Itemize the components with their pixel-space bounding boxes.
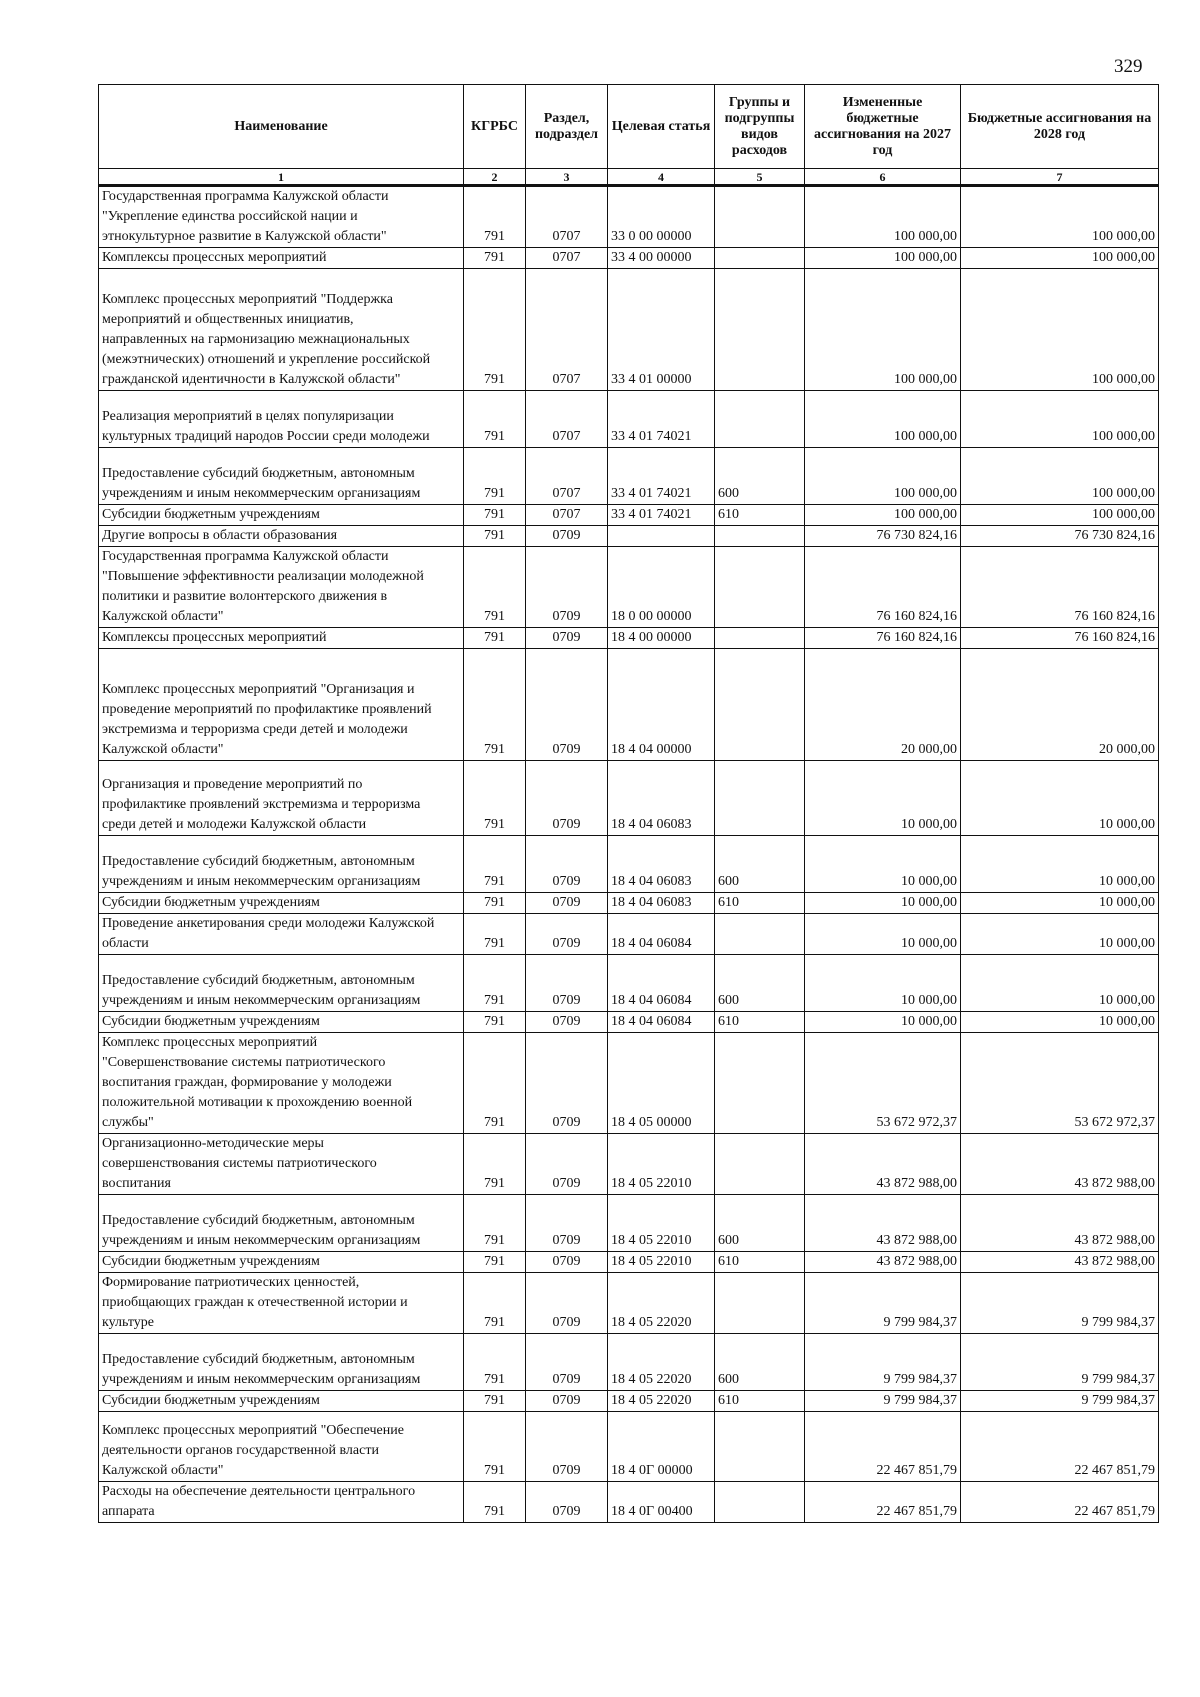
cell-kgrbs: 791 (464, 836, 526, 893)
cell-name: Комплекс процессных мероприятий "Обеспечение деятельности органов государственной власти Калужской области" (99, 1412, 464, 1482)
cell-amount-2027: 100 000,00 (805, 448, 961, 505)
cell-name: Предоставление субсидий бюджетным, автономным учреждениям и иным некоммерческим организациям (99, 955, 464, 1012)
cell-target: 18 4 04 06083 (608, 761, 715, 836)
column-number: 3 (526, 169, 608, 186)
cell-kgrbs: 791 (464, 186, 526, 248)
table-row (99, 893, 1159, 914)
cell-amount-2028: 43 872 988,00 (961, 1134, 1159, 1195)
cell-name: Комплекс процессных мероприятий "Поддержка мероприятий и общественных инициатив, направленных на гармонизацию межнациональных (межэтнических) отношений и укрепление российской гражданской идентичности в Калужской области" (99, 269, 464, 391)
cell-name: Предоставление субсидий бюджетным, автономным учреждениям и иным некоммерческим организациям (99, 836, 464, 893)
cell-amount-2027: 10 000,00 (805, 761, 961, 836)
cell-amount-2028: 76 160 824,16 (961, 628, 1159, 649)
cell-section: 0709 (526, 628, 608, 649)
cell-name: Предоставление субсидий бюджетным, автономным учреждениям и иным некоммерческим организациям (99, 448, 464, 505)
cell-group (715, 1134, 805, 1195)
table-row (99, 526, 1159, 547)
cell-amount-2027: 100 000,00 (805, 186, 961, 248)
table-row (99, 836, 1159, 893)
cell-target: 18 4 04 06084 (608, 955, 715, 1012)
cell-amount-2028: 100 000,00 (961, 186, 1159, 248)
cell-target: 18 0 00 00000 (608, 547, 715, 628)
cell-target: 18 4 05 00000 (608, 1033, 715, 1134)
table-row (99, 761, 1159, 836)
cell-section: 0709 (526, 526, 608, 547)
cell-section: 0709 (526, 761, 608, 836)
cell-group: 600 (715, 836, 805, 893)
cell-kgrbs: 791 (464, 1412, 526, 1482)
cell-amount-2027: 20 000,00 (805, 649, 961, 761)
cell-section: 0709 (526, 1033, 608, 1134)
column-number-row (99, 169, 1159, 186)
cell-kgrbs: 791 (464, 391, 526, 448)
cell-section: 0709 (526, 955, 608, 1012)
budget-table (98, 84, 1159, 1523)
cell-name: Субсидии бюджетным учреждениям (99, 1391, 464, 1412)
cell-section: 0707 (526, 448, 608, 505)
cell-name: Субсидии бюджетным учреждениям (99, 893, 464, 914)
cell-group (715, 248, 805, 269)
cell-amount-2027: 10 000,00 (805, 1012, 961, 1033)
cell-amount-2028: 22 467 851,79 (961, 1482, 1159, 1523)
cell-amount-2028: 20 000,00 (961, 649, 1159, 761)
cell-target: 33 4 01 74021 (608, 391, 715, 448)
column-number: 5 (715, 169, 805, 186)
cell-name: Организационно-методические меры совершенствования системы патриотического воспитания (99, 1134, 464, 1195)
cell-group (715, 1482, 805, 1523)
cell-target: 18 4 05 22010 (608, 1195, 715, 1252)
cell-section: 0709 (526, 1334, 608, 1391)
cell-kgrbs: 791 (464, 248, 526, 269)
cell-target: 18 4 05 22010 (608, 1252, 715, 1273)
table-row (99, 1412, 1159, 1482)
cell-target: 18 4 04 06083 (608, 893, 715, 914)
cell-kgrbs: 791 (464, 893, 526, 914)
table-row (99, 505, 1159, 526)
table-row (99, 1273, 1159, 1334)
cell-section: 0709 (526, 547, 608, 628)
header-name: Наименование (99, 85, 464, 169)
table-row (99, 448, 1159, 505)
cell-amount-2028: 10 000,00 (961, 893, 1159, 914)
cell-section: 0709 (526, 1412, 608, 1482)
cell-target: 18 4 04 00000 (608, 649, 715, 761)
header-row (99, 85, 1159, 169)
cell-section: 0707 (526, 186, 608, 248)
cell-amount-2028: 100 000,00 (961, 505, 1159, 526)
cell-name: Предоставление субсидий бюджетным, автономным учреждениям и иным некоммерческим организациям (99, 1195, 464, 1252)
cell-target: 18 4 0Г 00400 (608, 1482, 715, 1523)
cell-amount-2027: 10 000,00 (805, 914, 961, 955)
cell-amount-2027: 76 160 824,16 (805, 628, 961, 649)
cell-section: 0709 (526, 893, 608, 914)
cell-amount-2027: 100 000,00 (805, 269, 961, 391)
header-target: Целевая статья (608, 85, 715, 169)
cell-amount-2027: 76 160 824,16 (805, 547, 961, 628)
cell-amount-2028: 76 160 824,16 (961, 547, 1159, 628)
cell-amount-2027: 9 799 984,37 (805, 1334, 961, 1391)
cell-name: Реализация мероприятий в целях популяризации культурных традиций народов России среди молодежи (99, 391, 464, 448)
cell-group (715, 1273, 805, 1334)
cell-target: 18 4 04 06084 (608, 1012, 715, 1033)
cell-target: 33 4 01 74021 (608, 448, 715, 505)
cell-amount-2028: 9 799 984,37 (961, 1334, 1159, 1391)
cell-kgrbs: 791 (464, 1482, 526, 1523)
cell-name: Предоставление субсидий бюджетным, автономным учреждениям и иным некоммерческим организациям (99, 1334, 464, 1391)
table-row (99, 248, 1159, 269)
cell-name: Комплексы процессных мероприятий (99, 628, 464, 649)
column-number: 1 (99, 169, 464, 186)
cell-kgrbs: 791 (464, 1273, 526, 1334)
column-number: 6 (805, 169, 961, 186)
column-number: 7 (961, 169, 1159, 186)
cell-amount-2028: 10 000,00 (961, 1012, 1159, 1033)
cell-amount-2028: 10 000,00 (961, 761, 1159, 836)
cell-target: 18 4 0Г 00000 (608, 1412, 715, 1482)
cell-kgrbs: 791 (464, 1252, 526, 1273)
cell-section: 0707 (526, 505, 608, 526)
cell-amount-2028: 9 799 984,37 (961, 1273, 1159, 1334)
cell-name: Организация и проведение мероприятий по профилактике проявлений экстремизма и терроризма среди детей и молодежи Калужской области (99, 761, 464, 836)
cell-amount-2028: 100 000,00 (961, 391, 1159, 448)
cell-target: 33 4 01 74021 (608, 505, 715, 526)
cell-section: 0707 (526, 248, 608, 269)
header-amount-2027: Измененные бюджетные ассигнования на 2027 год (805, 85, 961, 169)
cell-amount-2027: 43 872 988,00 (805, 1134, 961, 1195)
page-number: 329 (1114, 56, 1143, 77)
cell-kgrbs: 791 (464, 761, 526, 836)
header-amount-2028: Бюджетные ассигнования на 2028 год (961, 85, 1159, 169)
cell-amount-2028: 53 672 972,37 (961, 1033, 1159, 1134)
cell-name: Комплекс процессных мероприятий "Совершенствование системы патриотического воспитания граждан, формирование у молодежи положительной мотивации к прохождению военной службы" (99, 1033, 464, 1134)
cell-amount-2027: 43 872 988,00 (805, 1195, 961, 1252)
table-row (99, 914, 1159, 955)
table-row (99, 649, 1159, 761)
cell-name: Субсидии бюджетным учреждениям (99, 1012, 464, 1033)
cell-section: 0709 (526, 914, 608, 955)
table-row (99, 1252, 1159, 1273)
cell-group: 600 (715, 1334, 805, 1391)
cell-target: 18 4 04 06083 (608, 836, 715, 893)
cell-group (715, 526, 805, 547)
cell-kgrbs: 791 (464, 505, 526, 526)
cell-kgrbs: 791 (464, 1195, 526, 1252)
cell-target: 18 4 05 22020 (608, 1391, 715, 1412)
cell-group (715, 649, 805, 761)
cell-kgrbs: 791 (464, 269, 526, 391)
cell-group (715, 186, 805, 248)
cell-amount-2027: 10 000,00 (805, 955, 961, 1012)
cell-name: Субсидии бюджетным учреждениям (99, 505, 464, 526)
cell-amount-2028: 100 000,00 (961, 269, 1159, 391)
cell-group: 610 (715, 1252, 805, 1273)
cell-target: 18 4 04 06084 (608, 914, 715, 955)
cell-group (715, 269, 805, 391)
cell-name: Проведение анкетирования среди молодежи Калужской области (99, 914, 464, 955)
cell-kgrbs: 791 (464, 914, 526, 955)
cell-group: 600 (715, 955, 805, 1012)
cell-name: Государственная программа Калужской области "Укрепление единства российской нации и этнокультурное развитие в Калужской области" (99, 186, 464, 248)
cell-amount-2028: 43 872 988,00 (961, 1252, 1159, 1273)
table-row (99, 186, 1159, 248)
cell-target: 18 4 00 00000 (608, 628, 715, 649)
cell-amount-2028: 9 799 984,37 (961, 1391, 1159, 1412)
table-row (99, 628, 1159, 649)
table-row (99, 1391, 1159, 1412)
header-kgrbs: КГРБС (464, 85, 526, 169)
cell-amount-2027: 22 467 851,79 (805, 1412, 961, 1482)
cell-name: Другие вопросы в области образования (99, 526, 464, 547)
cell-amount-2027: 22 467 851,79 (805, 1482, 961, 1523)
cell-group (715, 628, 805, 649)
cell-target: 33 0 00 00000 (608, 186, 715, 248)
cell-kgrbs: 791 (464, 1334, 526, 1391)
table-row (99, 1482, 1159, 1523)
cell-kgrbs: 791 (464, 628, 526, 649)
cell-group (715, 547, 805, 628)
cell-name: Расходы на обеспечение деятельности центрального аппарата (99, 1482, 464, 1523)
cell-group: 610 (715, 893, 805, 914)
column-number: 4 (608, 169, 715, 186)
cell-target: 18 4 05 22020 (608, 1334, 715, 1391)
cell-target: 18 4 05 22020 (608, 1273, 715, 1334)
cell-group: 610 (715, 1391, 805, 1412)
cell-section: 0709 (526, 649, 608, 761)
table-row (99, 547, 1159, 628)
cell-amount-2028: 22 467 851,79 (961, 1412, 1159, 1482)
table-row (99, 955, 1159, 1012)
cell-amount-2027: 10 000,00 (805, 893, 961, 914)
cell-amount-2028: 10 000,00 (961, 955, 1159, 1012)
cell-kgrbs: 791 (464, 1134, 526, 1195)
cell-group (715, 391, 805, 448)
cell-section: 0709 (526, 1273, 608, 1334)
cell-section: 0709 (526, 1134, 608, 1195)
cell-name: Субсидии бюджетным учреждениям (99, 1252, 464, 1273)
cell-kgrbs: 791 (464, 526, 526, 547)
cell-amount-2027: 76 730 824,16 (805, 526, 961, 547)
cell-amount-2028: 10 000,00 (961, 914, 1159, 955)
cell-group: 610 (715, 505, 805, 526)
cell-amount-2027: 43 872 988,00 (805, 1252, 961, 1273)
table-body (99, 186, 1159, 1523)
cell-group (715, 1412, 805, 1482)
cell-amount-2027: 53 672 972,37 (805, 1033, 961, 1134)
cell-amount-2027: 100 000,00 (805, 505, 961, 526)
cell-name: Комплекс процессных мероприятий "Организация и проведение мероприятий по профилактике проявлений экстремизма и терроризма среди детей и молодежи Калужской области" (99, 649, 464, 761)
cell-target: 33 4 01 00000 (608, 269, 715, 391)
cell-section: 0709 (526, 1252, 608, 1273)
cell-kgrbs: 791 (464, 547, 526, 628)
cell-name: Формирование патриотических ценностей, приобщающих граждан к отечественной истории и культуре (99, 1273, 464, 1334)
cell-amount-2027: 100 000,00 (805, 248, 961, 269)
cell-section: 0709 (526, 1482, 608, 1523)
table-row (99, 1195, 1159, 1252)
cell-kgrbs: 791 (464, 955, 526, 1012)
table-row (99, 1134, 1159, 1195)
cell-amount-2027: 9 799 984,37 (805, 1391, 961, 1412)
cell-kgrbs: 791 (464, 649, 526, 761)
table-row (99, 1334, 1159, 1391)
cell-kgrbs: 791 (464, 1391, 526, 1412)
cell-group (715, 914, 805, 955)
cell-amount-2027: 9 799 984,37 (805, 1273, 961, 1334)
cell-amount-2028: 76 730 824,16 (961, 526, 1159, 547)
cell-amount-2028: 100 000,00 (961, 448, 1159, 505)
cell-name: Государственная программа Калужской области "Повышение эффективности реализации молодежной политики и развитие волонтерского движения в Калужской области" (99, 547, 464, 628)
cell-section: 0707 (526, 391, 608, 448)
cell-section: 0709 (526, 1012, 608, 1033)
cell-amount-2027: 100 000,00 (805, 391, 961, 448)
cell-group: 600 (715, 448, 805, 505)
cell-section: 0707 (526, 269, 608, 391)
cell-amount-2027: 10 000,00 (805, 836, 961, 893)
table-row (99, 1012, 1159, 1033)
cell-group: 600 (715, 1195, 805, 1252)
cell-target: 33 4 00 00000 (608, 248, 715, 269)
cell-section: 0709 (526, 836, 608, 893)
cell-amount-2028: 100 000,00 (961, 248, 1159, 269)
cell-amount-2028: 43 872 988,00 (961, 1195, 1159, 1252)
cell-group (715, 1033, 805, 1134)
table-row (99, 269, 1159, 391)
cell-target: 18 4 05 22010 (608, 1134, 715, 1195)
cell-section: 0709 (526, 1195, 608, 1252)
cell-amount-2028: 10 000,00 (961, 836, 1159, 893)
cell-kgrbs: 791 (464, 1033, 526, 1134)
cell-group: 610 (715, 1012, 805, 1033)
column-number: 2 (464, 169, 526, 186)
table-row (99, 1033, 1159, 1134)
cell-group (715, 761, 805, 836)
header-groups: Группы и подгруппы видов расходов (715, 85, 805, 169)
cell-kgrbs: 791 (464, 1012, 526, 1033)
table-row (99, 391, 1159, 448)
cell-target (608, 526, 715, 547)
cell-kgrbs: 791 (464, 448, 526, 505)
cell-name: Комплексы процессных мероприятий (99, 248, 464, 269)
header-section: Раздел, подраздел (526, 85, 608, 169)
cell-section: 0709 (526, 1391, 608, 1412)
